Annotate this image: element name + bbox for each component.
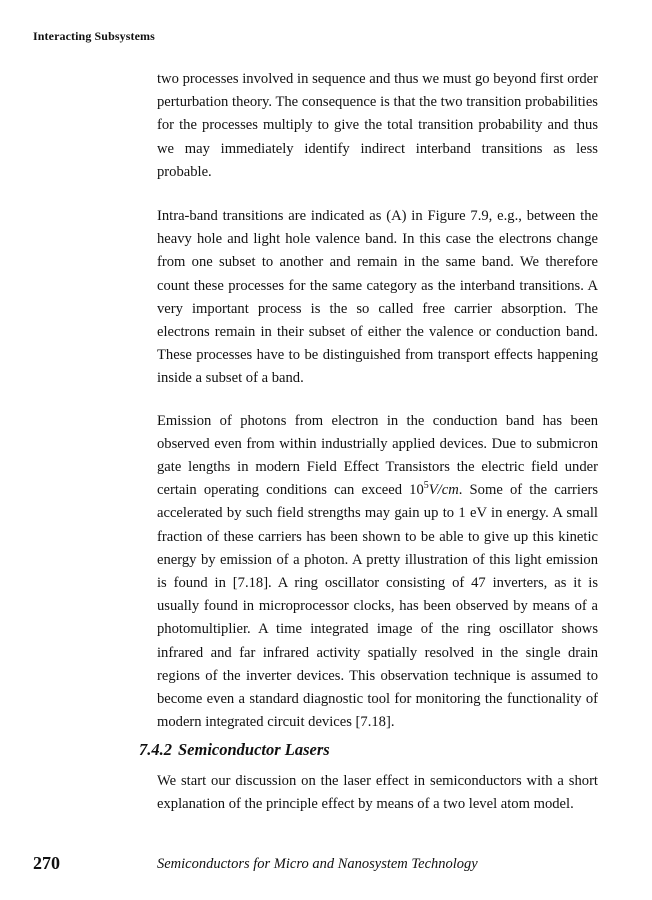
- section-number: 7.4.2: [139, 740, 172, 759]
- section-heading: [139, 740, 330, 760]
- formula-base: 10: [409, 482, 424, 499]
- paragraph-continuation: two processes involved in sequence and thus we must go beyond first order perturbation theory. The consequence is that the two transition probabilities for the processes multiply to give the total transition probability and thus we may immediately identify indirect interband transitions as less probable.: [157, 71, 598, 180]
- formula-exponent: 5: [423, 480, 429, 492]
- paragraph-intraband: Intra-band transitions are indicated as (A) in Figure 7.9, e.g., between the heavy hole and light hole valence band. In this case the electrons change from one subset to another and remain in the same band. We therefore count these processes for the same category as the interband transitions. A very important process is the so called free carrier absorption. The electrons remain in their subset of either the valence or conduction band. These processes have to be distinguished from transport effects happening inside a subset of a band.: [157, 208, 598, 387]
- formula-unit: V/cm: [428, 482, 459, 499]
- page-number: 270: [33, 853, 60, 873]
- paragraph-laser-intro: We start our discussion on the laser effect in semiconductors with a short explanation of the principle effect by means of a two level atom model.: [157, 773, 598, 813]
- paragraph-photon-emission: [157, 410, 598, 735]
- running-header: Interacting Subsystems: [33, 29, 155, 43]
- section-title: Semiconductor Lasers: [178, 740, 330, 759]
- footer-book-title: Semiconductors for Micro and Nanosystem Technology: [157, 856, 478, 872]
- field-strength-formula: [409, 482, 459, 498]
- paragraph-text-before: Emission of photons from electron in the conduction band has been observed even from within industrially applied devices. Due to submicron gate lengths in modern Field Effect Transistors the electric field under certain operating conditions can exceed: [157, 412, 598, 499]
- body-text: [157, 68, 598, 754]
- paragraph-text-after: . Some of the carriers accelerated by such field strengths may gain up to 1 eV in energy. A small fraction of these carriers has been shown to be able to give up this kinetic energy by emission of a photon. A pretty illustration of this light emission is found in [7.18]. A ring oscillator consisting of 47 inverters, as it is usually found in microprocessor clocks, has been observed by means of a photomultiplier. A time integrated image of the ring oscillator shows infrared and far infrared activity spatially resolved in the single drain regions of the inverter devices. This observation technique is assumed to become even a standard diagnostic tool for monitoring the functionality of modern integrated circuit devices [7.18].: [157, 482, 598, 731]
